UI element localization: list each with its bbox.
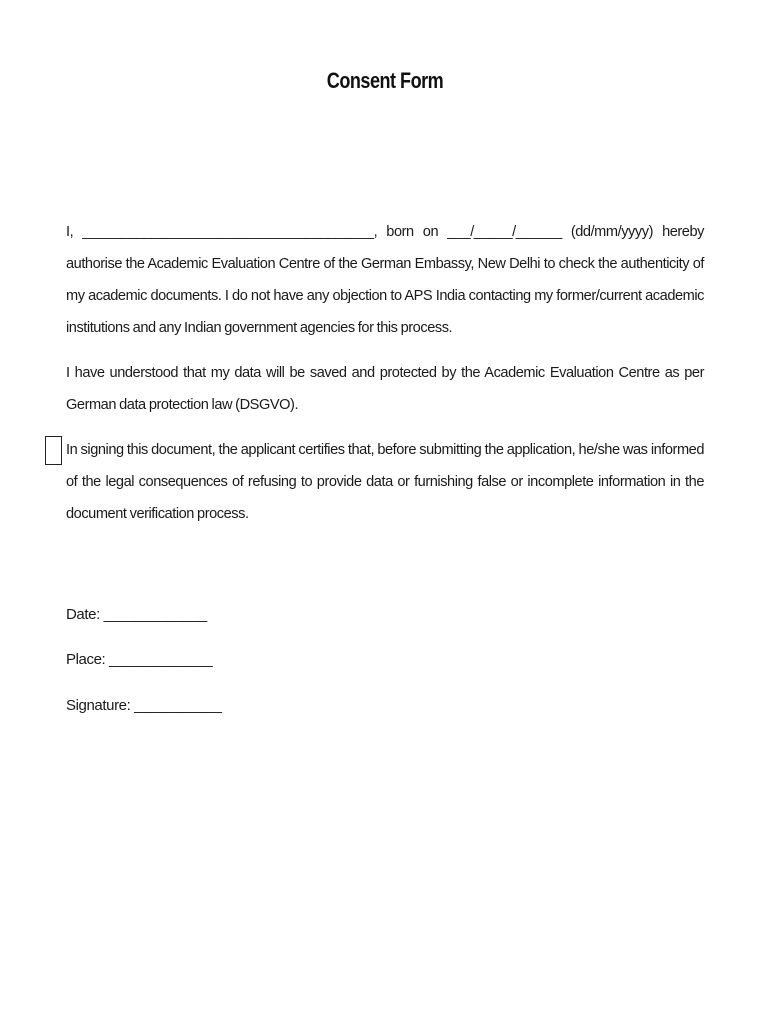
date-blank-field[interactable]: _____________ — [103, 606, 207, 623]
date-of-birth-blank-field[interactable]: ___/_____/______ — [447, 224, 562, 240]
date-label: Date: — [66, 606, 104, 623]
signature-label: Signature: — [66, 697, 135, 714]
place-blank-field[interactable]: _____________ — [109, 651, 213, 668]
consent-paragraph-authorisation — [66, 216, 704, 344]
signature-field-row — [66, 697, 222, 714]
name-blank-field[interactable]: ______________________________________ — [82, 224, 374, 240]
page-title: Consent Form — [326, 68, 444, 93]
authorisation-text: (dd/mm/yyyy) hereby authorise the Academic Evaluation Centre of the German Embassy, New Delhi to check the authenticity of my academic documents. I do not have any objection to APS India contacting my former/current academic institutions and any Indian government agencies for this process. — [66, 224, 704, 336]
consent-paragraph-data-protection: I have understood that my data will be saved and protected by the Academic Evaluation Centre as per German data protection law (DSGVO). — [66, 365, 704, 413]
place-field-row — [66, 651, 212, 668]
consent-prefix: I, — [66, 224, 83, 240]
certification-checkbox[interactable] — [45, 436, 62, 465]
certification-paragraph: In signing this document, the applicant certifies that, before submitting the application, he/she was informed of the legal consequences of refusing to provide data or furnishing false or incomplete information in the document verification process. — [66, 442, 704, 522]
signature-blank-field[interactable]: ___________ — [134, 697, 222, 714]
place-label: Place: — [66, 651, 110, 668]
date-field-row — [66, 606, 207, 623]
born-on-text: , born on — [373, 224, 448, 240]
